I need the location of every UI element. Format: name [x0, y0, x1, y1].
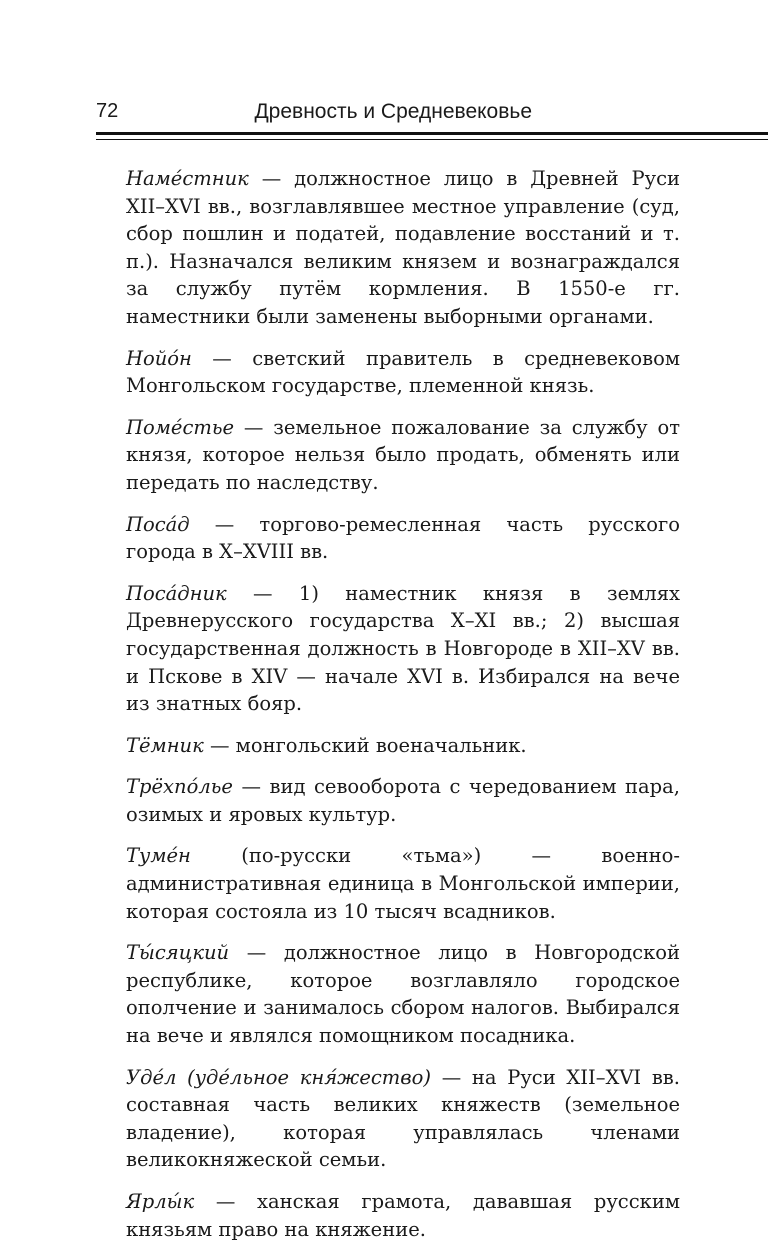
glossary-entry-pomestye — [126, 414, 680, 497]
glossary-entry-udel — [126, 1064, 680, 1174]
glossary-definition: — на Руси XII–XVI вв. составная часть великих княжеств (земельное владение), которая управлялась членами великокняжеской семьи. — [126, 1065, 680, 1172]
glossary-definition: — ханская грамота, дававшая русским князьям право на княжение. — [126, 1190, 680, 1241]
glossary-definition: (по-русски «тьма») — военно-административная единица в Монгольской империи, которая состояла из 10 тысяч всадников. — [126, 844, 680, 923]
glossary-entry-noyon — [126, 345, 680, 400]
page-number: 72 — [96, 100, 119, 122]
glossary-entry-yarlyk — [126, 1188, 680, 1243]
glossary-term: Туме́н — [126, 844, 191, 868]
glossary-definition: — торгово-ремесленная часть русского города в X–XVIII вв. — [126, 512, 680, 564]
glossary-term: Наме́стник — [126, 167, 249, 190]
glossary-definition: — светский правитель в средневековом Монгольском государстве, племенной князь. — [126, 346, 680, 398]
page-header — [96, 96, 680, 136]
header-rule-thick — [96, 132, 768, 135]
glossary-entry-posadnik — [126, 580, 680, 718]
glossary-term: Нойо́н — [126, 346, 192, 370]
glossary-definition: — земельное пожалование за службу от князя, которое нельзя было продать, обменять или передать по наследству. — [126, 415, 680, 494]
glossary-definition: — 1) наместник князя в землях Древнерусского государства X–XI вв.; 2) высшая государственная должность в Новгороде в XII–XV вв. и Пскове в XIV — начале XVI в. Избирался на вече из знатных бояр. — [126, 581, 680, 716]
glossary-content — [126, 165, 680, 1257]
glossary-entry-posad — [126, 511, 680, 566]
glossary-entry-tryokhpolye — [126, 773, 680, 828]
header-rule-thin — [96, 139, 768, 140]
glossary-term: Поса́д — [126, 512, 190, 536]
glossary-term: Трёхпо́лье — [126, 775, 233, 799]
glossary-term: Тёмник — [126, 733, 204, 757]
glossary-term: Поме́стье — [126, 415, 235, 439]
glossary-definition: — должностное лицо в Новгородской республике, которое возглавляло городское ополчение и занималось сбором налогов. Выбирался на вече и являлся помощником посадника. — [126, 941, 680, 1048]
running-title: Древность и Средневековье — [254, 100, 532, 123]
glossary-definition: — монгольский военачальник. — [203, 733, 527, 757]
glossary-term: Уде́л (уде́льное кня́жество) — [126, 1065, 431, 1089]
glossary-definition: — вид севооборота с чередованием пара, озимых и яровых культур. — [126, 775, 680, 826]
glossary-term: Поса́дник — [126, 581, 227, 605]
glossary-definition: — должностное лицо в Древней Руси XII–XVI вв., возглавлявшее местное управление (суд, сбор пошлин и податей, подавление восстаний и т. п.). Назначался великим князем и вознаграждался за службу путём кормления. В 1550-е гг. наместники были заменены выборными органами. — [126, 167, 680, 328]
glossary-term: Ярлы́к — [126, 1190, 195, 1213]
glossary-entry-tysyatsky — [126, 939, 680, 1049]
glossary-term: Ты́сяцкий — [126, 941, 230, 965]
glossary-entry-namestnik — [126, 165, 680, 331]
glossary-entry-temnik — [126, 732, 680, 760]
glossary-entry-tumen — [126, 842, 680, 925]
